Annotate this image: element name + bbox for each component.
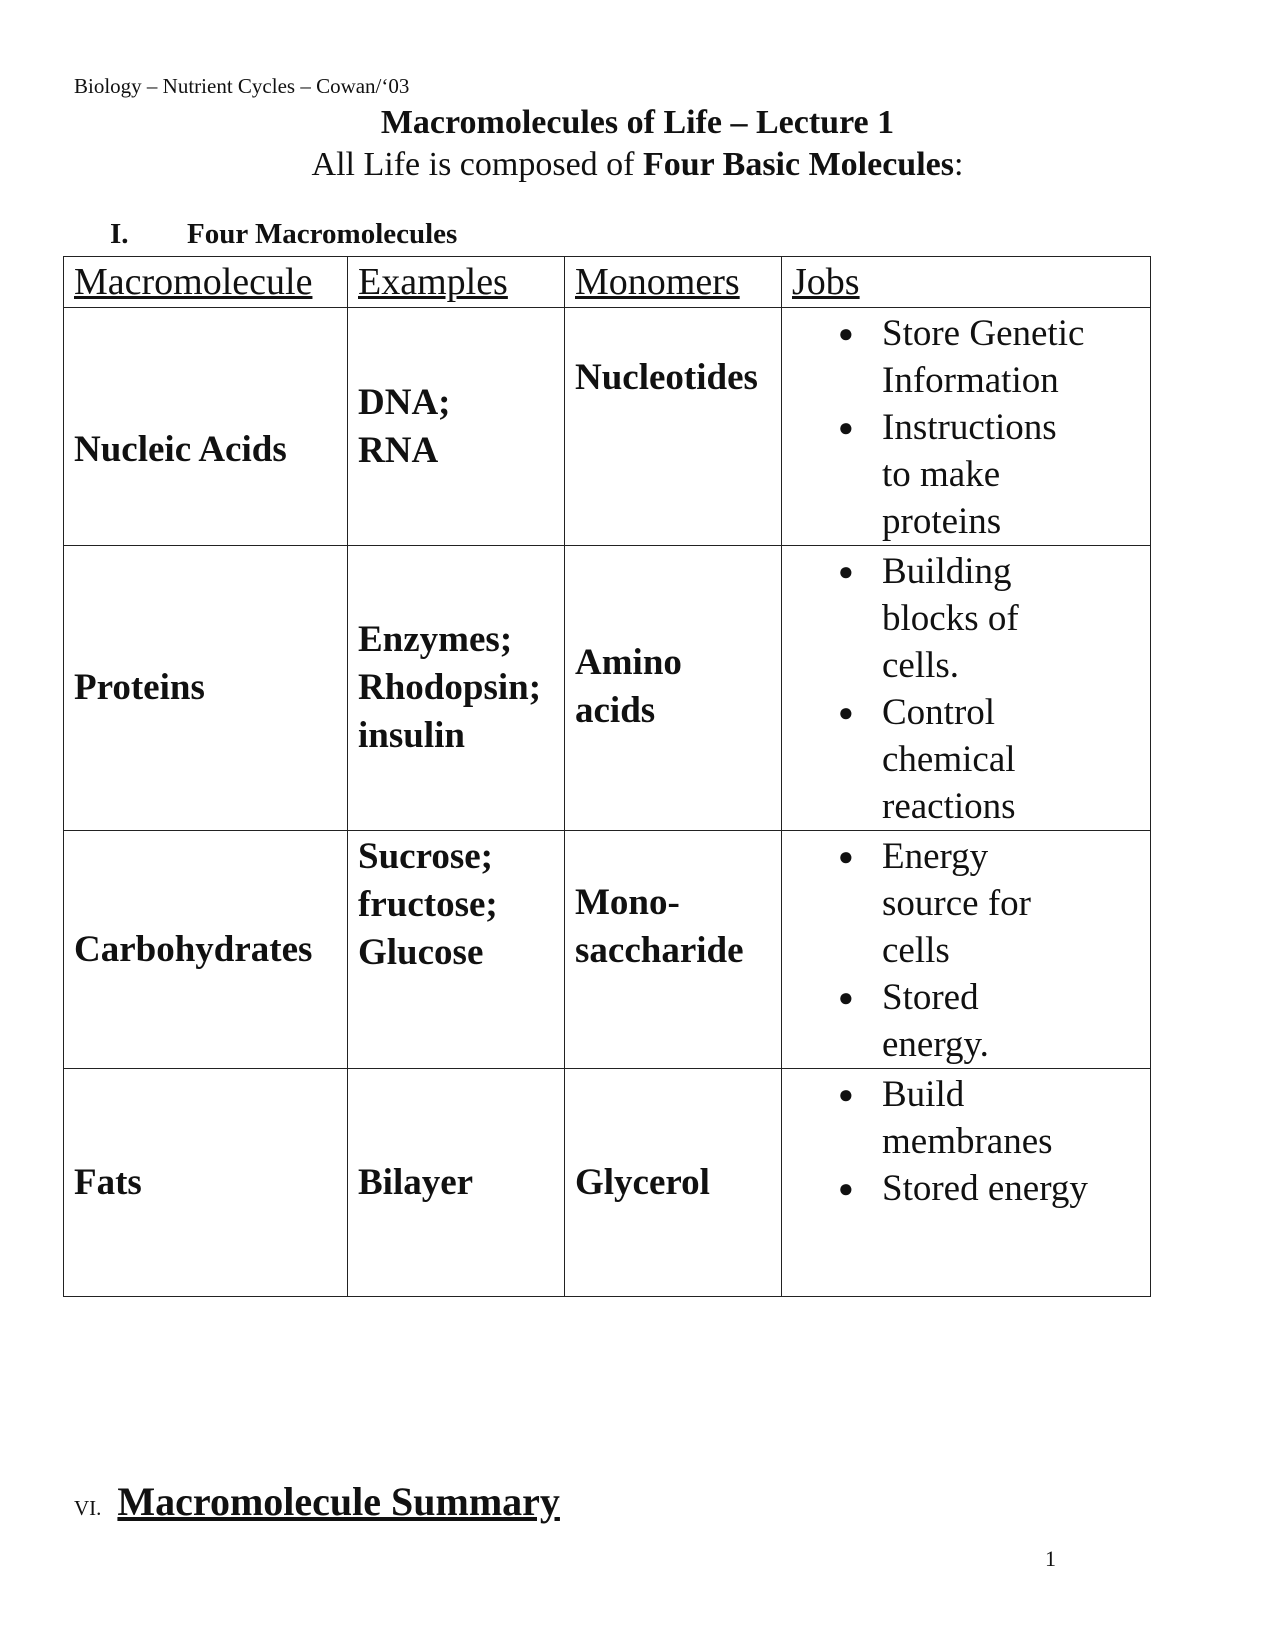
column-header: Macromolecule — [64, 257, 348, 308]
jobs-list — [792, 310, 1140, 545]
list-item — [838, 404, 1140, 545]
macromolecule-name: Carbohydrates — [74, 928, 313, 970]
examples-cell — [348, 546, 565, 831]
job-text: Store Genetic — [882, 313, 1085, 354]
bullet-icon: ● — [838, 413, 854, 442]
section-title: Four Macromolecules — [187, 218, 458, 250]
section-heading — [110, 218, 457, 251]
example-text: Rhodopsin; — [358, 667, 542, 708]
macromolecule-cell — [64, 1069, 348, 1297]
job-text: Energy — [882, 836, 989, 877]
jobs-list — [792, 833, 1140, 1068]
monomer-text: Glycerol — [575, 1161, 710, 1203]
example-text: Enzymes; — [358, 619, 513, 660]
job-text: Stored — [882, 977, 979, 1018]
macromolecule-table — [63, 256, 1151, 1297]
job-text: Control — [882, 692, 996, 733]
bullet-icon: ● — [838, 1080, 854, 1109]
list-item — [838, 833, 1140, 974]
monomer-text: Amino — [575, 642, 682, 683]
jobs-list — [792, 548, 1140, 830]
column-header: Examples — [348, 257, 565, 308]
bullet-icon: ● — [838, 1174, 854, 1203]
table-row — [64, 1069, 1151, 1297]
macromolecule-cell — [64, 546, 348, 831]
job-text: cells. — [882, 645, 960, 686]
job-text: proteins — [882, 501, 1002, 542]
monomer-text: acids — [575, 690, 656, 731]
example-text: DNA; — [358, 381, 451, 423]
macromolecule-name: Fats — [74, 1161, 142, 1203]
job-text: to make — [882, 454, 1001, 495]
job-text: energy. — [882, 1024, 989, 1065]
job-text: chemical — [882, 739, 1016, 780]
jobs-cell — [782, 308, 1151, 546]
examples-cell — [348, 831, 565, 1069]
monomers-cell — [565, 831, 782, 1069]
list-item — [838, 689, 1140, 830]
macromolecule-name: Nucleic Acids — [74, 428, 287, 470]
monomer-text: Nucleotides — [575, 357, 758, 398]
job-text: membranes — [882, 1121, 1053, 1162]
bullet-icon: ● — [838, 319, 854, 348]
bullet-icon: ● — [838, 698, 854, 727]
job-text: Instructions — [882, 407, 1057, 448]
macromolecule-name: Proteins — [74, 667, 205, 708]
example-text: RNA — [358, 429, 439, 471]
monomers-cell — [565, 308, 782, 546]
monomer-text: saccharide — [575, 930, 744, 971]
table-row — [64, 546, 1151, 831]
example-text: fructose; — [358, 884, 498, 925]
summary-heading — [74, 1478, 560, 1525]
table-row — [64, 831, 1151, 1069]
macromolecule-cell — [64, 831, 348, 1069]
job-text: Stored energy — [882, 1168, 1088, 1209]
subtitle-bold: Four Basic Molecules — [642, 146, 954, 183]
page-title: Macromolecules of Life – Lecture 1 — [380, 104, 895, 141]
bullet-icon: ● — [838, 557, 854, 586]
subtitle-prefix: All Life is composed of — [311, 146, 643, 183]
jobs-cell — [782, 831, 1151, 1069]
column-header: Monomers — [565, 257, 782, 308]
column-header: Jobs — [782, 257, 1151, 308]
running-head: Biology – Nutrient Cycles – Cowan/‘03 — [74, 74, 410, 98]
table-row — [64, 308, 1151, 546]
examples-cell — [348, 308, 565, 546]
bullet-icon: ● — [838, 842, 854, 871]
list-item — [838, 1071, 1140, 1165]
macromolecule-cell — [64, 308, 348, 546]
job-text: cells — [882, 930, 950, 971]
example-text: Glucose — [358, 932, 484, 973]
jobs-cell — [782, 1069, 1151, 1297]
table-header-row — [64, 257, 1151, 308]
job-text: reactions — [882, 786, 1016, 827]
monomer-text: Mono- — [575, 882, 680, 923]
list-item — [838, 548, 1140, 689]
subtitle-suffix: : — [953, 146, 964, 183]
monomers-cell — [565, 546, 782, 831]
examples-cell — [348, 1069, 565, 1297]
monomers-cell — [565, 1069, 782, 1297]
example-text: insulin — [358, 715, 465, 756]
summary-numeral: VI. — [74, 1496, 102, 1520]
summary-title: Macromolecule Summary — [117, 1479, 560, 1524]
job-text: source for — [882, 883, 1031, 924]
job-text: blocks of — [882, 598, 1019, 639]
section-numeral: I. — [110, 218, 129, 250]
jobs-cell — [782, 546, 1151, 831]
example-text: Bilayer — [358, 1161, 474, 1203]
bullet-icon: ● — [838, 983, 854, 1012]
jobs-list — [792, 1071, 1140, 1212]
job-text: Information — [882, 360, 1059, 401]
list-item — [838, 310, 1140, 404]
job-text: Building — [882, 551, 1012, 592]
example-text: Sucrose; — [358, 836, 493, 877]
page-subtitle — [0, 146, 1275, 184]
page-number: 1 — [1045, 1546, 1056, 1571]
list-item — [838, 1165, 1140, 1212]
job-text: Build — [882, 1074, 965, 1115]
list-item — [838, 974, 1140, 1068]
